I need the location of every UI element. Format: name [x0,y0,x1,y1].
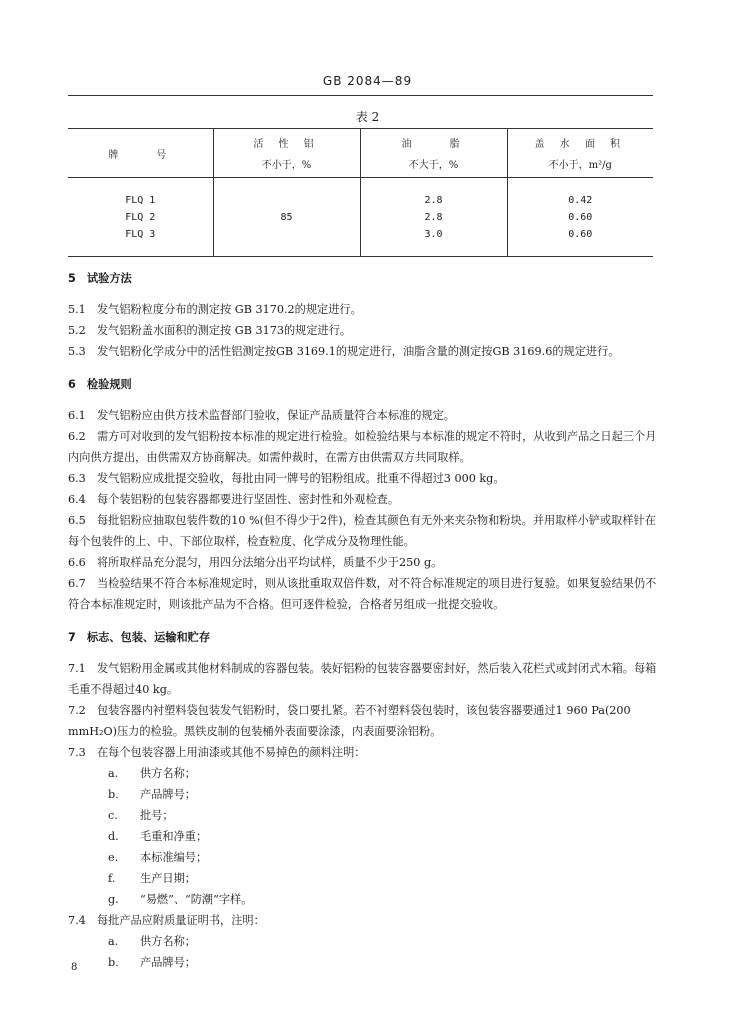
header-grease: 油 脂 不大于，% [360,129,507,178]
grade-value: FLQ 2 [125,211,156,223]
water-cover-area-value: 0.60 [568,228,593,240]
active-aluminum-value: 85 [280,211,293,223]
water-cover-area-value: 0.60 [568,211,593,223]
list-item: g. “易燃”、“防潮”字样。 [108,893,253,906]
table-title: 表 2 [355,110,380,124]
header-water-cover-area: 盖 水 面 积 不小于，m²/g [507,129,653,178]
list-item: c. 批号； [108,809,174,822]
active-aluminum-cell [213,178,360,257]
paragraph: 6.7 当检验结果不符合本标准规定时，则从该批重取双倍件数，对不符合标准规定的项目进行复验。如果复验结果仍不符合本标准规定时，则该批产品为不合格。但可逐件检验，合格者另组成一批提交验收。 [68,577,657,611]
section-heading: 6 检验规则 [68,378,132,391]
paragraph: 7.4 每批产品应附质量证明书，注明： [68,914,265,927]
table-header-row [68,129,653,178]
paragraph: 5.1 发气铝粉粒度分布的测定按 GB 3170.2的规定进行。 [68,303,362,316]
section-heading: 5 试验方法 [68,272,132,285]
list-item: b. 产品牌号； [108,788,196,801]
paragraph: 7.1 发气铝粉用金属或其他材料制成的容器包装。装好铝粉的包装容器要密封好，然后装入花栏式或封闭式木箱。每箱毛重不得超过40 kg。 [68,662,657,696]
list-item: e. 本标准编号； [108,851,208,864]
grease-value: 2.8 [424,211,443,223]
paragraph: 5.3 发气铝粉化学成分中的活性铝测定按GB 3169.1的规定进行，油脂含量的测定按GB 3169.6的规定进行。 [68,345,620,358]
paragraph: 6.3 发气铝粉应成批提交验收，每批由同一牌号的铝粉组成。批重不得超过3 000 kg。 [68,472,505,485]
table-body-row [68,178,653,257]
paragraph: 6.1 发气铝粉应由供方技术监督部门验收，保证产品质量符合本标准的规定。 [68,409,455,422]
water-cover-area-value: 0.42 [568,194,593,206]
grade-cell [68,178,213,257]
grease-value: 2.8 [424,194,443,206]
list-item: d. 毛重和净重； [108,830,208,843]
standard-code-header: GB 2084—89 [322,74,413,88]
list-item: b. 产品牌号； [108,956,196,969]
list-item: f. 生产日期； [108,872,196,885]
paragraph: 6.6 将所取样品充分混匀，用四分法缩分出平均试样，质量不少于250 g。 [68,556,443,569]
specification-table [68,128,653,257]
grease-value: 3.0 [424,228,443,240]
paragraph: 6.5 每批铝粉应抽取包装件数的10 %(但不得少于2件)，检查其颜色有无外来夹杂物和粉块。并用取样小铲或取样针在每个包装件的上、中、下部位取样，检查粒度、化学成分及物理性能。 [68,514,656,548]
list-item: a. 供方名称； [108,767,196,780]
grade-value: FLQ 3 [125,228,156,240]
header-active-aluminum: 活 性 铝 不小于，% [213,129,360,178]
grade-value: FLQ 1 [125,194,156,206]
paragraph: 6.2 需方可对收到的发气铝粉按本标准的规定进行检验。如检验结果与本标准的规定不符时，从收到产品之日起三个月内向供方提出，由供需双方协商解决。如需仲裁时，在需方由供需双方共同取样。 [68,430,657,464]
paragraph: 7.3 在每个包装容器上用油漆或其他不易掉色的颜料注明： [68,746,366,759]
page-number: 8 [71,962,78,973]
paragraph: 5.2 发气铝粉盖水面积的测定按 GB 3173的规定进行。 [68,324,352,337]
header-rule [68,95,653,96]
paragraph: 7.2 包装容器内衬塑料袋包装发气铝粉时，袋口要扎紧。若不衬塑料袋包装时，该包装容器要通过1 960 Pa(200 mmH₂O)压力的检验。黑铁皮制的包装桶外表面要涂漆，内表面要涂铝粉。 [68,704,631,738]
grease-cell [360,178,507,257]
document-body [68,268,658,973]
paragraph: 6.4 每个装铝粉的包装容器都要进行坚固性、密封性和外观检查。 [68,493,400,506]
section-heading: 7 标志、包装、运输和贮存 [68,631,211,644]
list-item: a. 供方名称； [108,935,196,948]
water-cover-area-cell [507,178,653,257]
header-grade: 牌 号 [68,129,213,178]
